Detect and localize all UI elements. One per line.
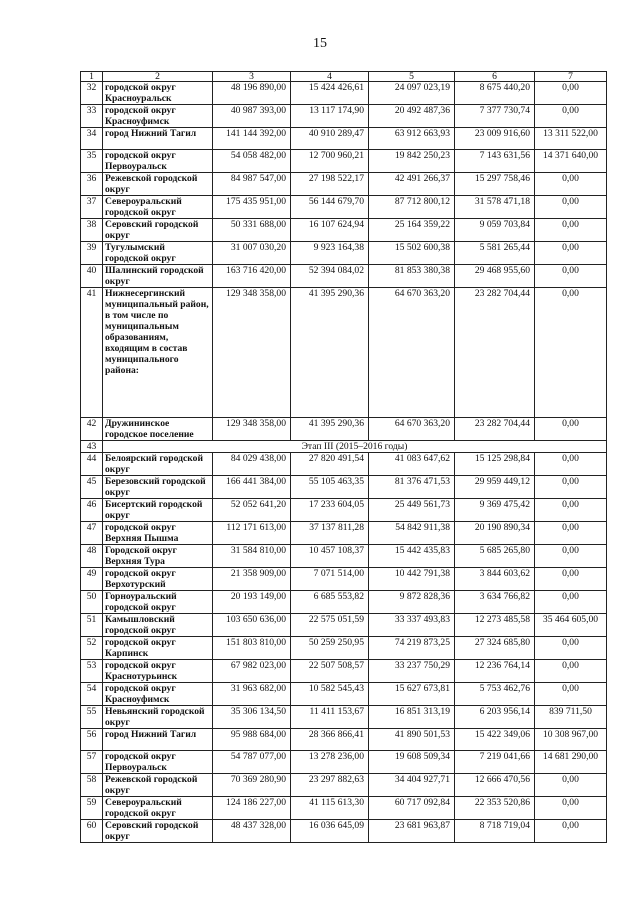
amount-c7: 0,00 [535, 568, 607, 591]
row-number: 48 [81, 545, 103, 568]
amount-c3: 48 437 328,00 [213, 820, 291, 843]
amount-c7: 0,00 [535, 499, 607, 522]
row-number: 44 [81, 453, 103, 476]
amount-c5: 60 717 092,84 [369, 797, 455, 820]
amount-c5: 63 912 663,93 [369, 128, 455, 150]
amount-c7: 0,00 [535, 476, 607, 499]
table-row [81, 545, 607, 568]
row-number: 38 [81, 219, 103, 242]
amount-c7: 0,00 [535, 797, 607, 820]
municipality-name: Дружининское городское поселение [103, 418, 213, 441]
row-number: 43 [81, 441, 103, 453]
amount-c5: 64 670 363,20 [369, 418, 455, 441]
municipality-name: Горноуральский городской округ [103, 591, 213, 614]
row-number: 55 [81, 706, 103, 729]
amount-c4: 28 366 866,41 [291, 729, 369, 751]
amount-c3: 103 650 636,00 [213, 614, 291, 637]
amount-c4: 23 297 882,63 [291, 774, 369, 797]
amount-c4: 9 923 164,38 [291, 242, 369, 265]
amount-c6: 15 297 758,46 [455, 173, 535, 196]
row-number: 33 [81, 105, 103, 128]
column-header: 3 [213, 72, 291, 82]
table-row [81, 476, 607, 499]
municipality-name: Тугулымский городской округ [103, 242, 213, 265]
amount-c6: 9 059 703,84 [455, 219, 535, 242]
amount-c7: 35 464 605,00 [535, 614, 607, 637]
amount-c7: 0,00 [535, 265, 607, 288]
amount-c5: 9 872 828,36 [369, 591, 455, 614]
column-header: 5 [369, 72, 455, 82]
row-number: 41 [81, 288, 103, 418]
amount-c7: 14 681 290,00 [535, 751, 607, 774]
table-row [81, 774, 607, 797]
row-number: 53 [81, 660, 103, 683]
amount-c5: 33 237 750,29 [369, 660, 455, 683]
amount-c4: 41 395 290,36 [291, 288, 369, 418]
amount-c5: 16 851 313,19 [369, 706, 455, 729]
amount-c6: 12 666 470,56 [455, 774, 535, 797]
amount-c6: 6 203 956,14 [455, 706, 535, 729]
amount-c3: 20 193 149,00 [213, 591, 291, 614]
table-row [81, 660, 607, 683]
municipality-name: городской округ Красноуфимск [103, 105, 213, 128]
amount-c5: 74 219 873,25 [369, 637, 455, 660]
column-header: 6 [455, 72, 535, 82]
amount-c4: 13 117 174,90 [291, 105, 369, 128]
amount-c4: 13 278 236,00 [291, 751, 369, 774]
amount-c3: 48 196 890,00 [213, 82, 291, 105]
amount-c6: 22 353 520,86 [455, 797, 535, 820]
stage-label: Этап III (2015–2016 годы) [103, 441, 607, 453]
row-number: 60 [81, 820, 103, 843]
amount-c5: 25 449 561,73 [369, 499, 455, 522]
table-row [81, 173, 607, 196]
municipality-name: Камышловский городской округ [103, 614, 213, 637]
row-number: 50 [81, 591, 103, 614]
amount-c3: 151 803 810,00 [213, 637, 291, 660]
amount-c6: 20 190 890,34 [455, 522, 535, 545]
municipality-name: городской округ Верхотурский [103, 568, 213, 591]
amount-c4: 17 233 604,05 [291, 499, 369, 522]
amount-c5: 19 608 509,34 [369, 751, 455, 774]
amount-c4: 10 457 108,37 [291, 545, 369, 568]
amount-c6: 23 282 704,44 [455, 418, 535, 441]
amount-c7: 0,00 [535, 820, 607, 843]
amount-c3: 124 186 227,00 [213, 797, 291, 820]
amount-c7: 0,00 [535, 683, 607, 706]
amount-c4: 16 107 624,94 [291, 219, 369, 242]
municipality-name: Невьянский городской округ [103, 706, 213, 729]
page-number: 15 [313, 36, 327, 51]
budget-allocation-table [80, 71, 607, 843]
amount-c3: 50 331 688,00 [213, 219, 291, 242]
row-number: 46 [81, 499, 103, 522]
municipality-name: городской округ Первоуральск [103, 150, 213, 173]
amount-c3: 95 988 684,00 [213, 729, 291, 751]
amount-c3: 52 052 641,20 [213, 499, 291, 522]
table-row [81, 418, 607, 441]
amount-c4: 56 144 679,70 [291, 196, 369, 219]
amount-c3: 84 029 438,00 [213, 453, 291, 476]
municipality-name: Серовский городской округ [103, 219, 213, 242]
amount-c5: 87 712 800,12 [369, 196, 455, 219]
amount-c7: 0,00 [535, 242, 607, 265]
amount-c6: 27 324 685,80 [455, 637, 535, 660]
row-number: 52 [81, 637, 103, 660]
column-header: 4 [291, 72, 369, 82]
amount-c7: 0,00 [535, 196, 607, 219]
column-header: 2 [103, 72, 213, 82]
amount-c4: 7 071 514,00 [291, 568, 369, 591]
amount-c3: 21 358 909,00 [213, 568, 291, 591]
table-row [81, 82, 607, 105]
amount-c5: 41 083 647,62 [369, 453, 455, 476]
municipality-name: городской округ Верхняя Пышма [103, 522, 213, 545]
amount-c7: 0,00 [535, 173, 607, 196]
amount-c4: 22 575 051,59 [291, 614, 369, 637]
amount-c7: 0,00 [535, 105, 607, 128]
table-row [81, 288, 607, 418]
amount-c3: 54 787 077,00 [213, 751, 291, 774]
table-row [81, 568, 607, 591]
row-number: 37 [81, 196, 103, 219]
amount-c6: 29 468 955,60 [455, 265, 535, 288]
row-number: 56 [81, 729, 103, 751]
table-row [81, 729, 607, 751]
amount-c7: 0,00 [535, 82, 607, 105]
row-number: 42 [81, 418, 103, 441]
column-header: 1 [81, 72, 103, 82]
municipality-name: Серовский городской округ [103, 820, 213, 843]
amount-c3: 129 348 358,00 [213, 288, 291, 418]
amount-c7: 10 308 967,00 [535, 729, 607, 751]
amount-c3: 40 987 393,00 [213, 105, 291, 128]
municipality-name: городской округ Первоуральск [103, 751, 213, 774]
table-row [81, 105, 607, 128]
amount-c3: 35 306 134,50 [213, 706, 291, 729]
table-row [81, 751, 607, 774]
amount-c4: 27 820 491,54 [291, 453, 369, 476]
amount-c6: 23 009 916,60 [455, 128, 535, 150]
amount-c5: 24 097 023,19 [369, 82, 455, 105]
amount-c3: 141 144 392,00 [213, 128, 291, 150]
amount-c6: 8 675 440,20 [455, 82, 535, 105]
row-number: 54 [81, 683, 103, 706]
amount-c3: 129 348 358,00 [213, 418, 291, 441]
amount-c5: 81 853 380,38 [369, 265, 455, 288]
amount-c7: 0,00 [535, 453, 607, 476]
amount-c7: 839 711,50 [535, 706, 607, 729]
amount-c6: 9 369 475,42 [455, 499, 535, 522]
amount-c6: 5 685 265,80 [455, 545, 535, 568]
amount-c3: 175 435 951,00 [213, 196, 291, 219]
amount-c5: 15 442 435,83 [369, 545, 455, 568]
amount-c6: 5 753 462,76 [455, 683, 535, 706]
amount-c4: 10 582 545,43 [291, 683, 369, 706]
municipality-name: Нижнесергинский муниципальный район, в том числе по муниципальным образованиям, входящим в состав муниципального района: [103, 288, 213, 418]
municipality-name: Бисертский городской округ [103, 499, 213, 522]
amount-c3: 163 716 420,00 [213, 265, 291, 288]
amount-c6: 7 143 631,56 [455, 150, 535, 173]
amount-c5: 19 842 250,23 [369, 150, 455, 173]
amount-c4: 40 910 289,47 [291, 128, 369, 150]
column-header: 7 [535, 72, 607, 82]
table-row [81, 453, 607, 476]
amount-c4: 22 507 508,57 [291, 660, 369, 683]
amount-c3: 31 963 682,00 [213, 683, 291, 706]
amount-c7: 0,00 [535, 288, 607, 418]
stage-row [81, 441, 607, 453]
municipality-name: Режевской городской округ [103, 173, 213, 196]
row-number: 36 [81, 173, 103, 196]
municipality-name: городской округ Красноуфимск [103, 683, 213, 706]
row-number: 47 [81, 522, 103, 545]
amount-c5: 41 890 501,53 [369, 729, 455, 751]
municipality-name: город Нижний Тагил [103, 128, 213, 150]
table-row [81, 219, 607, 242]
amount-c4: 50 259 250,95 [291, 637, 369, 660]
amount-c4: 52 394 084,02 [291, 265, 369, 288]
amount-c6: 7 377 730,74 [455, 105, 535, 128]
amount-c3: 54 058 482,00 [213, 150, 291, 173]
row-number: 49 [81, 568, 103, 591]
amount-c5: 42 491 266,37 [369, 173, 455, 196]
amount-c4: 12 700 960,21 [291, 150, 369, 173]
amount-c4: 55 105 463,35 [291, 476, 369, 499]
amount-c4: 37 137 811,28 [291, 522, 369, 545]
municipality-name: городской округ Краснотурьинск [103, 660, 213, 683]
table-row [81, 499, 607, 522]
municipality-name: Шалинский городской округ [103, 265, 213, 288]
amount-c6: 23 282 704,44 [455, 288, 535, 418]
table-row [81, 820, 607, 843]
row-number: 58 [81, 774, 103, 797]
amount-c7: 0,00 [535, 418, 607, 441]
amount-c5: 81 376 471,53 [369, 476, 455, 499]
amount-c3: 84 987 547,00 [213, 173, 291, 196]
row-number: 40 [81, 265, 103, 288]
amount-c5: 34 404 927,71 [369, 774, 455, 797]
amount-c7: 0,00 [535, 545, 607, 568]
row-number: 59 [81, 797, 103, 820]
row-number: 39 [81, 242, 103, 265]
amount-c4: 16 036 645,09 [291, 820, 369, 843]
municipality-name: Городской округ Верхняя Тура [103, 545, 213, 568]
table-row [81, 706, 607, 729]
amount-c4: 6 685 553,82 [291, 591, 369, 614]
row-number: 34 [81, 128, 103, 150]
amount-c5: 15 627 673,81 [369, 683, 455, 706]
amount-c6: 15 125 298,84 [455, 453, 535, 476]
amount-c6: 8 718 719,04 [455, 820, 535, 843]
amount-c6: 15 422 349,06 [455, 729, 535, 751]
amount-c6: 5 581 265,44 [455, 242, 535, 265]
municipality-name: Североуральский городской округ [103, 196, 213, 219]
table-row [81, 637, 607, 660]
amount-c5: 25 164 359,22 [369, 219, 455, 242]
amount-c4: 27 198 522,17 [291, 173, 369, 196]
amount-c6: 29 959 449,12 [455, 476, 535, 499]
table-row [81, 242, 607, 265]
amount-c6: 31 578 471,18 [455, 196, 535, 219]
amount-c5: 10 442 791,38 [369, 568, 455, 591]
amount-c3: 166 441 384,00 [213, 476, 291, 499]
amount-c7: 14 371 640,00 [535, 150, 607, 173]
table-row [81, 128, 607, 150]
row-number: 51 [81, 614, 103, 637]
amount-c5: 64 670 363,20 [369, 288, 455, 418]
amount-c6: 12 273 485,58 [455, 614, 535, 637]
table-body [81, 72, 607, 843]
amount-c7: 0,00 [535, 774, 607, 797]
amount-c3: 31 007 030,20 [213, 242, 291, 265]
amount-c5: 20 492 487,36 [369, 105, 455, 128]
amount-c5: 23 681 963,87 [369, 820, 455, 843]
municipality-name: город Нижний Тагил [103, 729, 213, 751]
row-number: 57 [81, 751, 103, 774]
municipality-name: городской округ Карпинск [103, 637, 213, 660]
amount-c7: 13 311 522,00 [535, 128, 607, 150]
amount-c3: 70 369 280,90 [213, 774, 291, 797]
row-number: 45 [81, 476, 103, 499]
municipality-name: городской округ Красноуральск [103, 82, 213, 105]
amount-c7: 0,00 [535, 637, 607, 660]
table-row [81, 614, 607, 637]
row-number: 32 [81, 82, 103, 105]
amount-c6: 7 219 041,66 [455, 751, 535, 774]
header-row [81, 72, 607, 82]
amount-c4: 41 395 290,36 [291, 418, 369, 441]
amount-c6: 3 844 603,62 [455, 568, 535, 591]
amount-c5: 33 337 493,83 [369, 614, 455, 637]
table-row [81, 150, 607, 173]
amount-c4: 41 115 613,30 [291, 797, 369, 820]
municipality-name: Березовский городской округ [103, 476, 213, 499]
amount-c3: 67 982 023,00 [213, 660, 291, 683]
municipality-name: Белоярский городской округ [103, 453, 213, 476]
amount-c4: 11 411 153,67 [291, 706, 369, 729]
municipality-name: Североуральский городской округ [103, 797, 213, 820]
amount-c3: 31 584 810,00 [213, 545, 291, 568]
table-row [81, 683, 607, 706]
amount-c6: 12 236 764,14 [455, 660, 535, 683]
table-row [81, 196, 607, 219]
amount-c7: 0,00 [535, 591, 607, 614]
amount-c3: 112 171 613,00 [213, 522, 291, 545]
amount-c5: 54 842 911,38 [369, 522, 455, 545]
amount-c4: 15 424 426,61 [291, 82, 369, 105]
amount-c7: 0,00 [535, 660, 607, 683]
table-row [81, 591, 607, 614]
amount-c7: 0,00 [535, 219, 607, 242]
amount-c5: 15 502 600,38 [369, 242, 455, 265]
table-row [81, 265, 607, 288]
amount-c6: 3 634 766,82 [455, 591, 535, 614]
amount-c7: 0,00 [535, 522, 607, 545]
row-number: 35 [81, 150, 103, 173]
municipality-name: Режевской городской округ [103, 774, 213, 797]
table-row [81, 797, 607, 820]
table-row [81, 522, 607, 545]
